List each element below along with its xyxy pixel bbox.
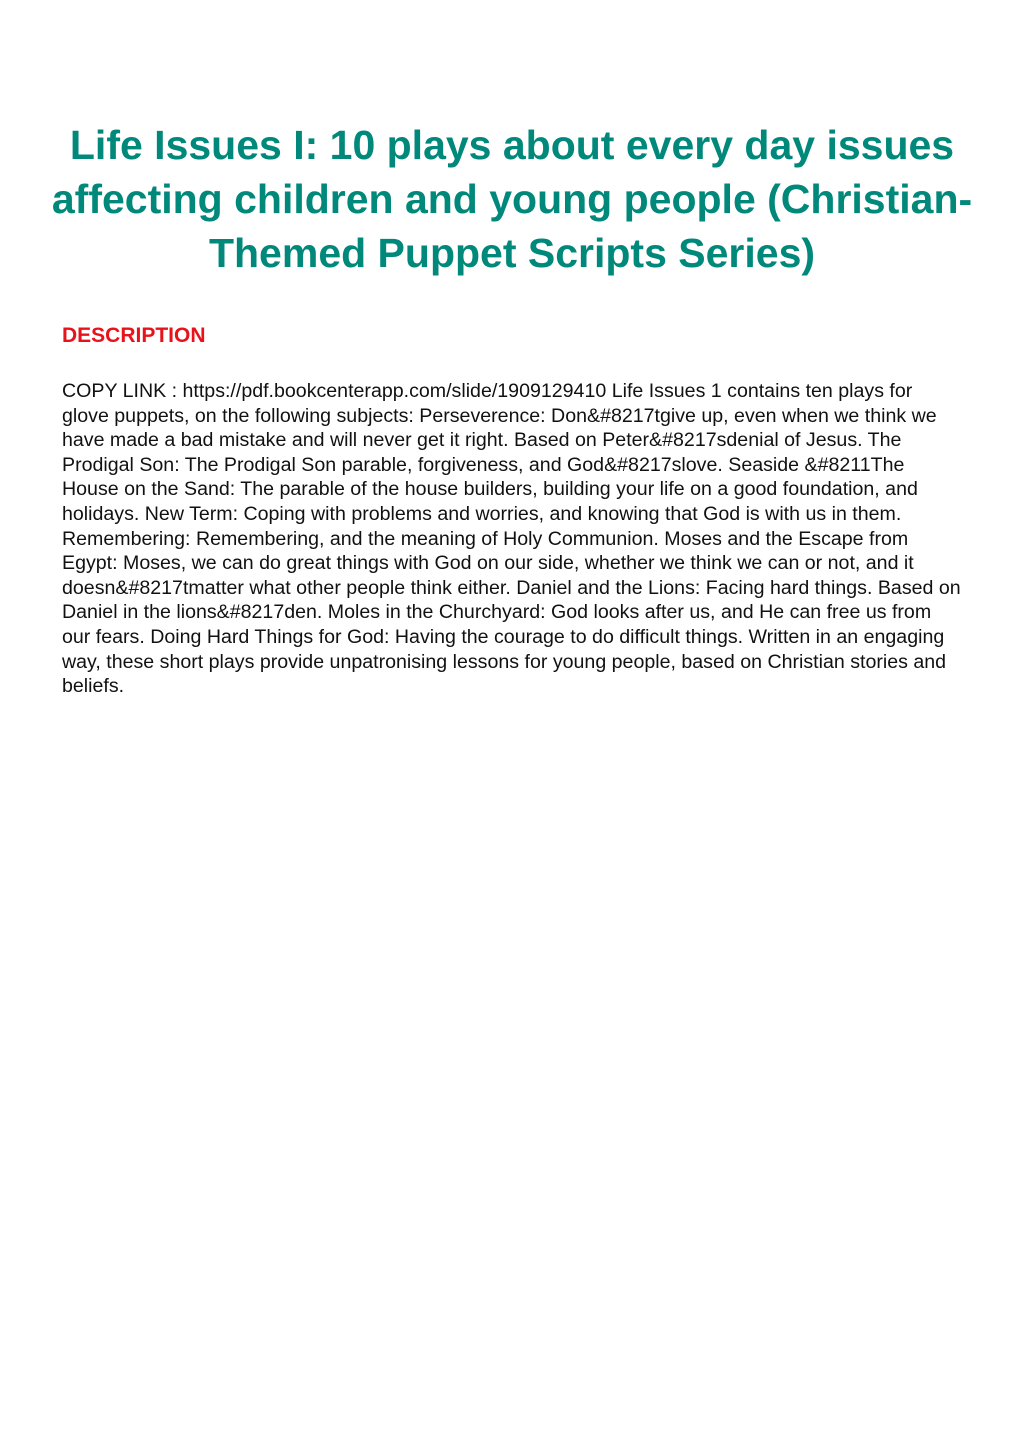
description-text: COPY LINK : https://pdf.bookcenterapp.com/slide/1909129410 Life Issues 1 contains ten plays for glove puppets, on the following subjects: Perseverence: Don&#8217tgive up, even when we think we have made a bad mistake and will never get it right. Based on Peter&#8217sdenial of Jesus. The Prodigal Son: The Prodigal Son parable, forgiveness, and God&#8217slove. Seaside &#8211The House on the Sand: The parable of the house builders, building your life on a good foundation, and holidays. New Term: Coping with problems and worries, and knowing that God is with us in them. Remembering: Remembering, and the meaning of Holy Communion. Moses and the Escape from Egypt: Moses, we can do great things with God on our side, whether we think we can or not, and it doesn&#8217tmatter what other people think either. Daniel and the Lions: Facing hard things. Based on Daniel in the lions&#8217den. Moles in the Churchyard: God looks after us, and He can free us from our fears. Doing Hard Things for God: Having the courage to do difficult things. Written in an engaging way, these short plays provide unpatronising lessons for young people, based on Christian stories and beliefs. [62,380,961,698]
document-title: Life Issues I: 10 plays about every day issues affecting children and young people (Christian-Themed Puppet Scripts Series) [51,122,973,276]
description-heading: DESCRIPTION [62,324,206,347]
